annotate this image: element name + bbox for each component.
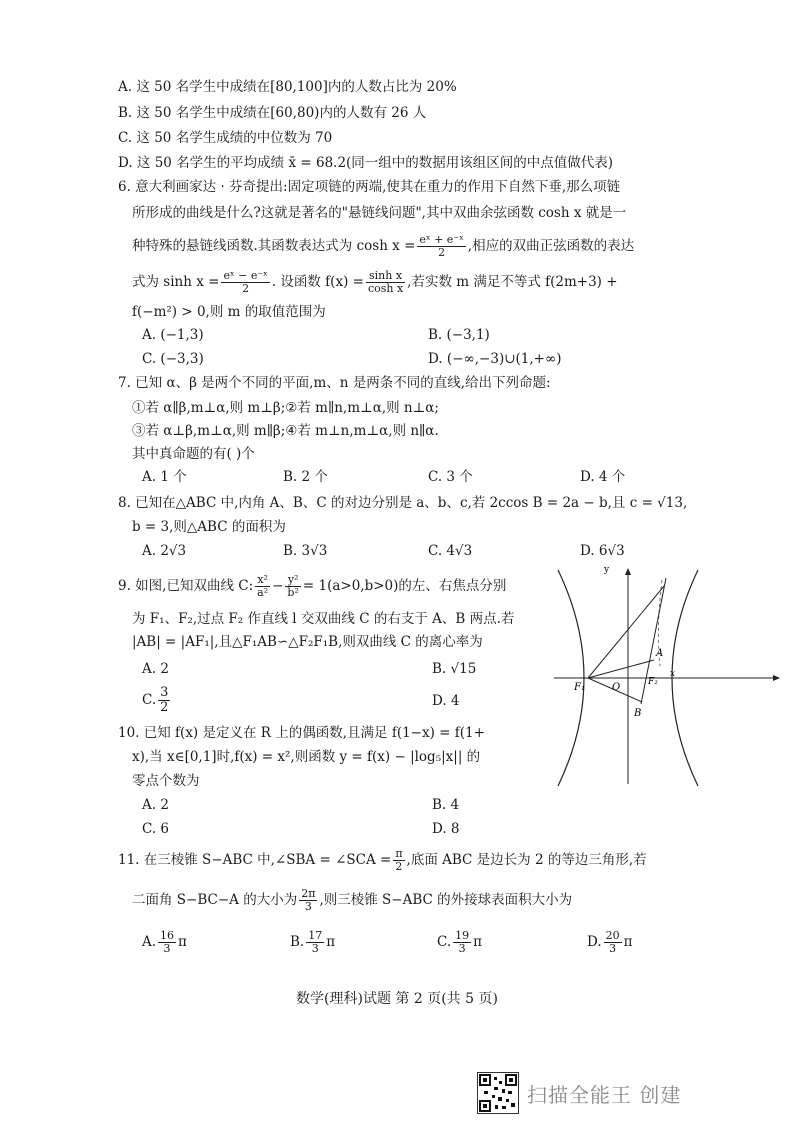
pi-symbol: π	[473, 934, 483, 950]
q8-line-1: 8. 已知在△ABC 中,内角 A、B、C 的对边分别是 a、b、c,若 2ccos B = 2a − b,且 c = √13,	[118, 495, 688, 511]
x2-a2-fraction: $\frac{\text{x²}}{\text{a²}}$	[257, 573, 269, 599]
q6-option-b: B. (−3,1)	[428, 327, 490, 343]
f2-label: F₂	[648, 677, 658, 687]
q11-option-b: B. $\frac{17}{3}$ π	[290, 929, 336, 955]
line-f1-a2	[588, 660, 654, 678]
watermark-text: 扫描全能王 创建	[527, 1083, 682, 1107]
sinh-fraction: $\frac{\text{eˣ − e⁻ˣ}}{2}$	[223, 269, 268, 295]
q11-a-fraction: $\frac{16}{3}$	[160, 929, 175, 955]
q10-line-3: 零点个数为	[132, 773, 200, 789]
q5-option-b: B. 这 50 名学生中成绩在[60,80)内的人数有 26 人	[118, 105, 427, 121]
q11-line-2: 二面角 S−BC−A 的大小为 $\frac{2\pi}{3}$ ,则三棱锥 S−ABC 的外接球表面积大小为	[132, 887, 573, 913]
q7-line-4: 其中真命题的有( )个	[132, 446, 255, 462]
q6-line-2: 所形成的曲线是什么?这就是著名的"悬链线问题",其中双曲余弦函数 cosh x 就是一	[132, 205, 627, 221]
q6-option-a: A. (−1,3)	[142, 327, 204, 343]
q9-line-1: 9. 如图,已知双曲线 C: $\frac{\text{x²}}{\text{a²}}$ − $\frac{\text{y²}}{\text{b²}}$ = 1(a>0,b>0)的左、右焦点分别	[118, 573, 507, 599]
pi-symbol: π	[623, 934, 633, 950]
q10-option-a: A. 2	[142, 797, 169, 813]
x-label: x	[670, 669, 676, 679]
pi-symbol: π	[326, 934, 336, 950]
pi-symbol: π	[178, 934, 187, 950]
q11-option-a: A. $\frac{16}{3}$ π	[142, 929, 187, 955]
q10-line-2: x),当 x∈[0,1]时,f(x) = x²,则函数 y = f(x) − |log₅|x|| 的	[132, 749, 481, 765]
q11-c-fraction: $\frac{19}{3}$	[455, 929, 470, 955]
q6-line-4: 式为 sinh x = $\frac{\text{eˣ − e⁻ˣ}}{2}$ . 设函数 f(x) = $\frac{\text{sinh x}}{\text{cosh x}}$ ,若实数 m 满足不等式 f(2m+3) +	[132, 269, 618, 295]
q6-line-3: 种特殊的悬链线函数.其函数表达式为 cosh x = $\frac{\text{eˣ + e⁻ˣ}}{2}$ ,相应的双曲正弦函数的表达	[132, 233, 635, 259]
q5-option-d: D. 这 50 名学生的平均成绩 x̄ = 68.2(同一组中的数据用该组区间的中点值做代表)	[118, 155, 614, 171]
f1-label: F₁	[574, 682, 585, 693]
cosh-fraction: $\frac{\text{eˣ + e⁻ˣ}}{2}$	[419, 233, 464, 259]
q11-option-c: C. $\frac{19}{3}$ π	[437, 929, 483, 955]
q8-option-b: B. 3√3	[283, 543, 328, 559]
q7-line-3: ③若 α⊥β,m⊥α,则 m∥β;④若 m⊥n,m⊥α,则 n∥α.	[132, 423, 439, 439]
y-axis-arrow	[625, 568, 631, 575]
q7-line-2: ①若 α∥β,m⊥α,则 m⊥β;②若 m∥n,m⊥α,则 n⊥α;	[132, 400, 439, 416]
hyperbola-figure	[548, 566, 784, 788]
point-b-label: B	[634, 708, 642, 719]
q11-d-fraction: $\frac{20}{3}$	[605, 929, 620, 955]
q6-option-c: C. (−3,3)	[142, 351, 204, 367]
point-a-label: A	[656, 648, 664, 659]
q8-option-a: A. 2√3	[142, 543, 187, 559]
q6-line-1: 6. 意大利画家达 · 芬奇提出:固定项链的两端,使其在重力的作用下自然下垂,那么项链	[118, 179, 621, 195]
pi-half-fraction: $\frac{\pi}{2}$	[395, 847, 403, 873]
q9-option-a: A. 2	[142, 661, 169, 677]
q5-option-a: A. 这 50 名学生中成绩在[80,100]内的人数占比为 20%	[118, 79, 457, 95]
q9-option-d: D. 4	[432, 693, 460, 709]
q9-line-2: 为 F₁、F₂,过点 F₂ 作直线 l 交双曲线 C 的右支于 A、B 两点.若	[132, 611, 515, 627]
q9-option-c: C. $\frac{3}{2}$	[142, 685, 169, 715]
y2-b2-fraction: $\frac{\text{y²}}{\text{b²}}$	[287, 573, 299, 599]
line-f1-a	[588, 586, 664, 678]
q6-line-5: f(−m²) > 0,则 m 的取值范围为	[132, 304, 326, 320]
q8-line-2: b = 3,则△ABC 的面积为	[132, 519, 286, 535]
q11-option-d: D. $\frac{20}{3}$ π	[587, 929, 633, 955]
q7-option-d: D. 4 个	[580, 469, 626, 485]
q9-line-3: |AB| = |AF₁|,且△F₁AB∽△F₂F₁B,则双曲线 C 的离心率为	[132, 634, 483, 650]
q10-line-1: 10. 已知 f(x) 是定义在 R 上的偶函数,且满足 f(1−x) = f(1+	[118, 725, 485, 741]
q11-b-fraction: $\frac{17}{3}$	[308, 929, 323, 955]
q8-option-c: C. 4√3	[428, 543, 473, 559]
q6-option-d: D. (−∞,−3)∪(1,+∞)	[428, 351, 562, 367]
q7-option-a: A. 1 个	[142, 469, 187, 485]
q7-line-1: 7. 已知 α、β 是两个不同的平面,m、n 是两条不同的直线,给出下列命题:	[118, 375, 551, 391]
origin-label: O	[612, 682, 621, 693]
page-footer: 数学(理科)试题 第 2 页(共 5 页)	[296, 991, 498, 1007]
q10-option-b: B. 4	[432, 797, 460, 813]
q7-option-c: C. 3 个	[428, 469, 473, 485]
three-halves-fraction: $\frac{3}{2}$	[160, 685, 169, 715]
two-pi-third-fraction: $\frac{2\pi}{3}$	[301, 887, 316, 913]
q5-option-c: C. 这 50 名学生成绩的中位数为 70	[118, 130, 333, 146]
q10-option-d: D. 8	[432, 821, 460, 837]
fx-fraction: $\frac{\text{sinh x}}{\text{cosh x}}$	[367, 269, 404, 295]
x-axis-arrow	[773, 675, 780, 681]
q8-option-d: D. 6√3	[580, 543, 625, 559]
y-label: y	[604, 566, 610, 575]
q11-line-1: 11. 在三棱锥 S−ABC 中,∠SBA = ∠SCA = $\frac{\pi}{2}$ ,底面 ABC 是边长为 2 的等边三角形,若	[118, 847, 647, 873]
q7-option-b: B. 2 个	[283, 469, 328, 485]
q10-option-c: C. 6	[142, 821, 170, 837]
qr-code-icon	[477, 1072, 519, 1114]
q9-option-b: B. √15	[432, 661, 477, 677]
